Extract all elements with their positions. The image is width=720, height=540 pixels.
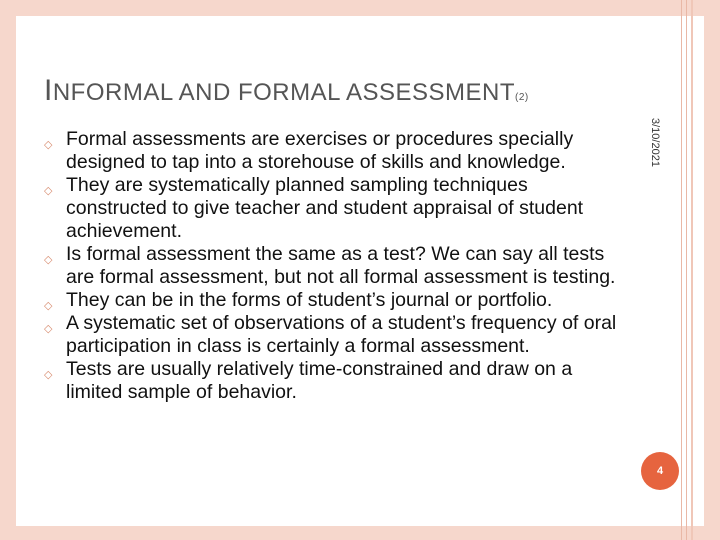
frame-right bbox=[704, 0, 720, 540]
frame-bottom bbox=[0, 526, 720, 540]
title-suffix: (2) bbox=[514, 92, 529, 103]
title-text: NFORMAL AND FORMAL ASSESSMENT bbox=[52, 79, 515, 106]
hollow-diamond-bullet-icon: ◇ bbox=[44, 139, 53, 151]
slide-title bbox=[44, 74, 529, 108]
bullet-text: Tests are usually relatively time-constrained and draw on a limited sample of behavior. bbox=[66, 358, 573, 403]
bullet-item bbox=[44, 174, 624, 243]
hollow-diamond-bullet-icon: ◇ bbox=[44, 300, 53, 312]
page-number-badge: 4 bbox=[641, 452, 679, 490]
decorative-line bbox=[686, 0, 687, 540]
bullet-item bbox=[44, 289, 624, 312]
hollow-diamond-bullet-icon: ◇ bbox=[44, 254, 53, 266]
bullet-text: They can be in the forms of student’s journal or portfolio. bbox=[66, 289, 553, 311]
bullet-item bbox=[44, 312, 624, 358]
frame-top bbox=[0, 0, 720, 16]
slide-date: 3/10/2021 bbox=[649, 118, 661, 167]
bullet-text: A systematic set of observations of a student’s frequency of oral participation in class is certainly a formal assessment. bbox=[66, 312, 617, 357]
bullet-list bbox=[44, 128, 624, 404]
bullet-item bbox=[44, 243, 624, 289]
bullet-text: Is formal assessment the same as a test? We can say all tests are formal assessment, but not all formal assessment is testing. bbox=[66, 243, 616, 288]
bullet-item bbox=[44, 358, 624, 404]
bullet-text: Formal assessments are exercises or procedures specially designed to tap into a storehouse of skills and knowledge. bbox=[66, 128, 574, 173]
bullet-text: They are systematically planned sampling techniques constructed to give teacher and student appraisal of student achievement. bbox=[66, 174, 584, 242]
title-initial: I bbox=[44, 74, 53, 107]
hollow-diamond-bullet-icon: ◇ bbox=[44, 185, 53, 197]
hollow-diamond-bullet-icon: ◇ bbox=[44, 369, 53, 381]
hollow-diamond-bullet-icon: ◇ bbox=[44, 323, 53, 335]
bullet-item bbox=[44, 128, 624, 174]
decorative-line bbox=[681, 0, 682, 540]
decorative-line bbox=[691, 0, 693, 540]
frame-left bbox=[0, 0, 16, 540]
